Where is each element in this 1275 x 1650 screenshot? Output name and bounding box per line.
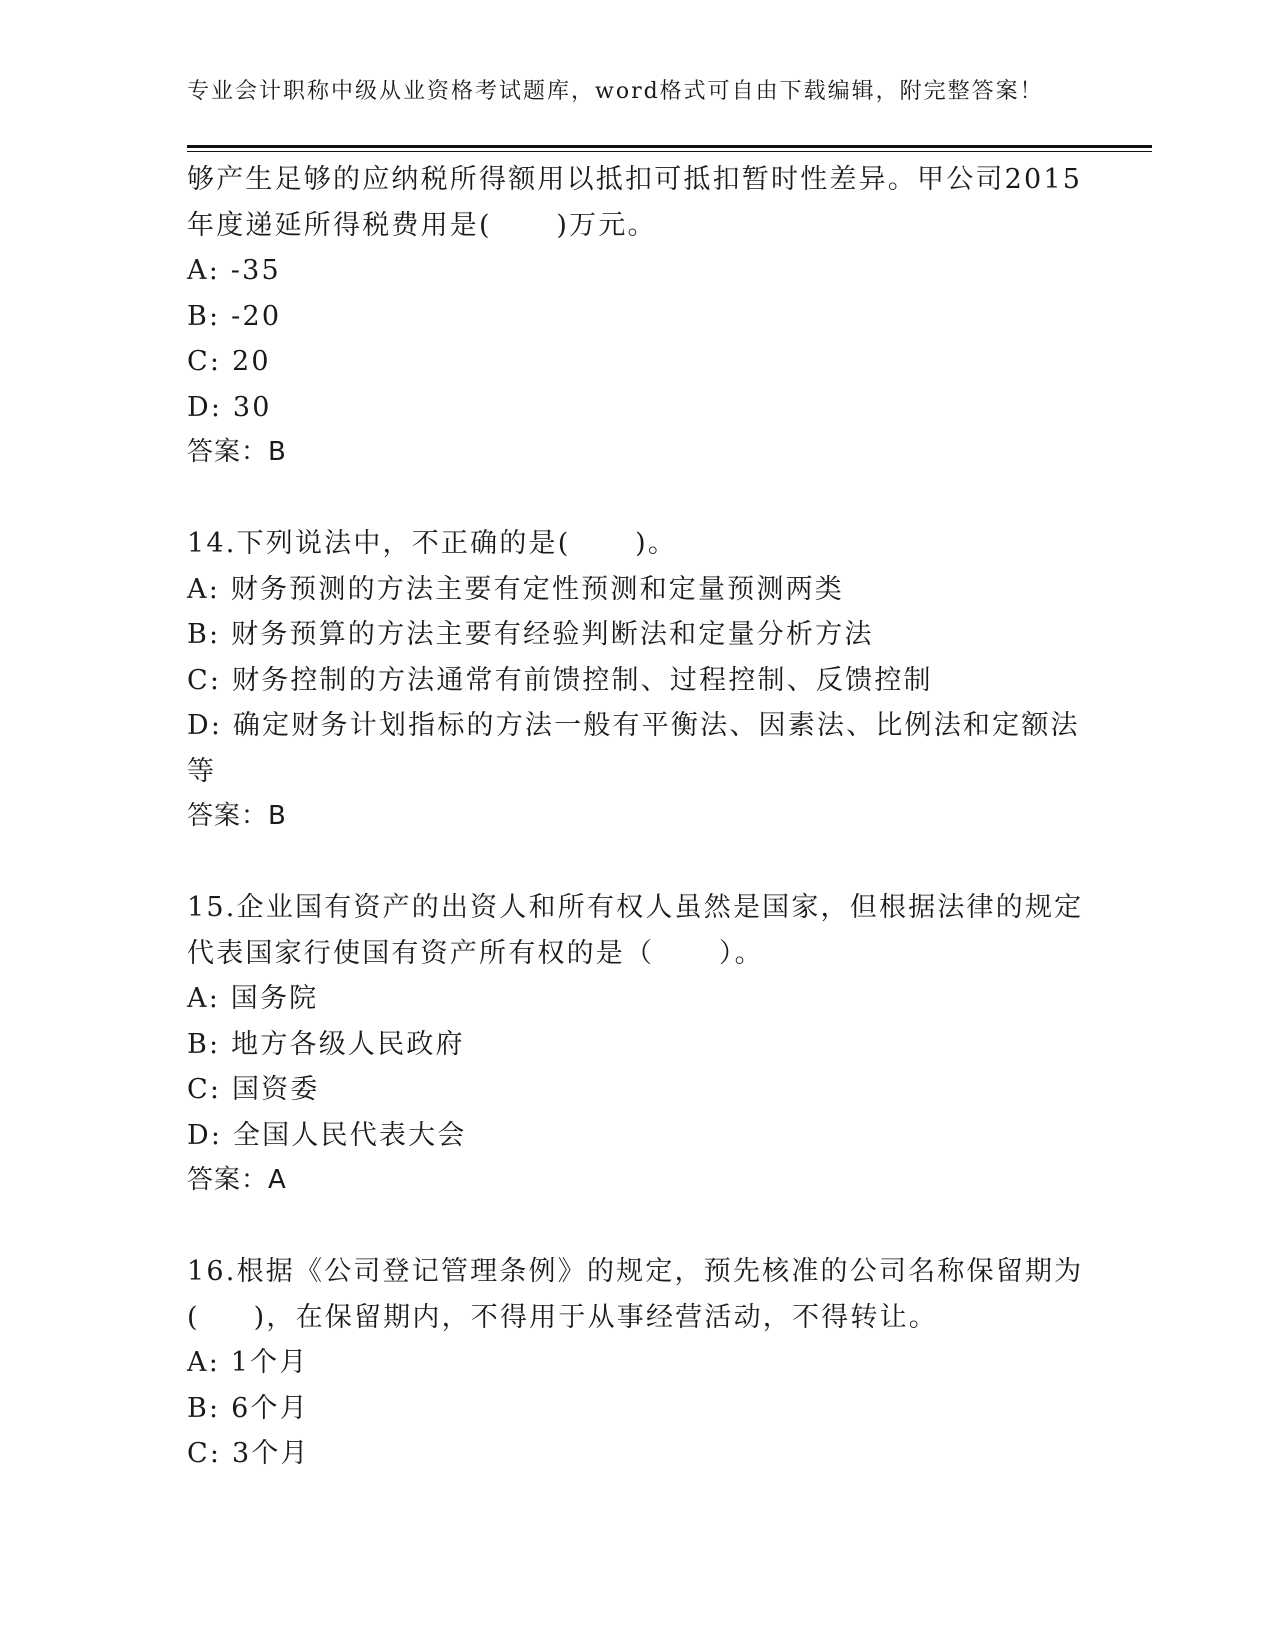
- header-divider-thin: [187, 151, 1152, 152]
- answer: 答案：B: [187, 437, 287, 467]
- question-text: 够产生足够的应纳税所得额用以抵扣可抵扣暂时性差异。甲公司2015: [187, 164, 1083, 195]
- header-divider: [187, 145, 1152, 148]
- option-d: D: 30: [187, 391, 272, 423]
- option-d: D: 全国人民代表大会: [187, 1119, 467, 1151]
- question-text: 16.根据《公司登记管理条例》的规定，预先核准的公司名称保留期为: [187, 1256, 1084, 1287]
- question-text: 15.企业国有资产的出资人和所有权人虽然是国家，但根据法律的规定: [187, 892, 1084, 923]
- option-a: A: 1个月: [187, 1347, 309, 1378]
- question-text: 年度递延所得税费用是( )万元。: [187, 209, 657, 241]
- option-b: B: 财务预算的方法主要有经验判断法和定量分析方法: [187, 619, 874, 650]
- option-a: A: 国务院: [187, 983, 319, 1014]
- option-c: C: 国资委: [187, 1074, 320, 1105]
- option-b: B: 6个月: [187, 1392, 309, 1424]
- option-a: A: -35: [187, 255, 281, 286]
- option-c: C: 20: [187, 346, 271, 377]
- question-15: [187, 885, 1084, 1204]
- option-b: B: -20: [187, 300, 282, 332]
- question-16: [187, 1249, 1084, 1477]
- question-text: 代表国家行使国有资产所有权的是（ ）。: [187, 937, 764, 969]
- option-d-continued: 等: [187, 755, 217, 787]
- option-b: B: 地方各级人民政府: [187, 1028, 465, 1060]
- question-14: [187, 521, 1080, 840]
- question-text: ( )，在保留期内，不得用于从事经营活动，不得转让。: [187, 1301, 938, 1333]
- option-d: D: 确定财务计划指标的方法一般有平衡法、因素法、比例法和定额法: [187, 710, 1080, 741]
- answer: 答案：A: [187, 1165, 287, 1195]
- option-c: C: 3个月: [187, 1438, 310, 1469]
- question-13-continued: [187, 157, 1083, 476]
- answer: 答案：B: [187, 801, 287, 831]
- option-c: C: 财务控制的方法通常有前馈控制、过程控制、反馈控制: [187, 664, 933, 696]
- question-content: [187, 157, 1084, 1477]
- page-header: 专业会计职称中级从业资格考试题库，word格式可自由下载编辑，附完整答案！: [187, 79, 1044, 104]
- question-text: 14.下列说法中，不正确的是( )。: [187, 528, 678, 559]
- option-a: A: 财务预测的方法主要有定性预测和定量预测两类: [187, 573, 844, 605]
